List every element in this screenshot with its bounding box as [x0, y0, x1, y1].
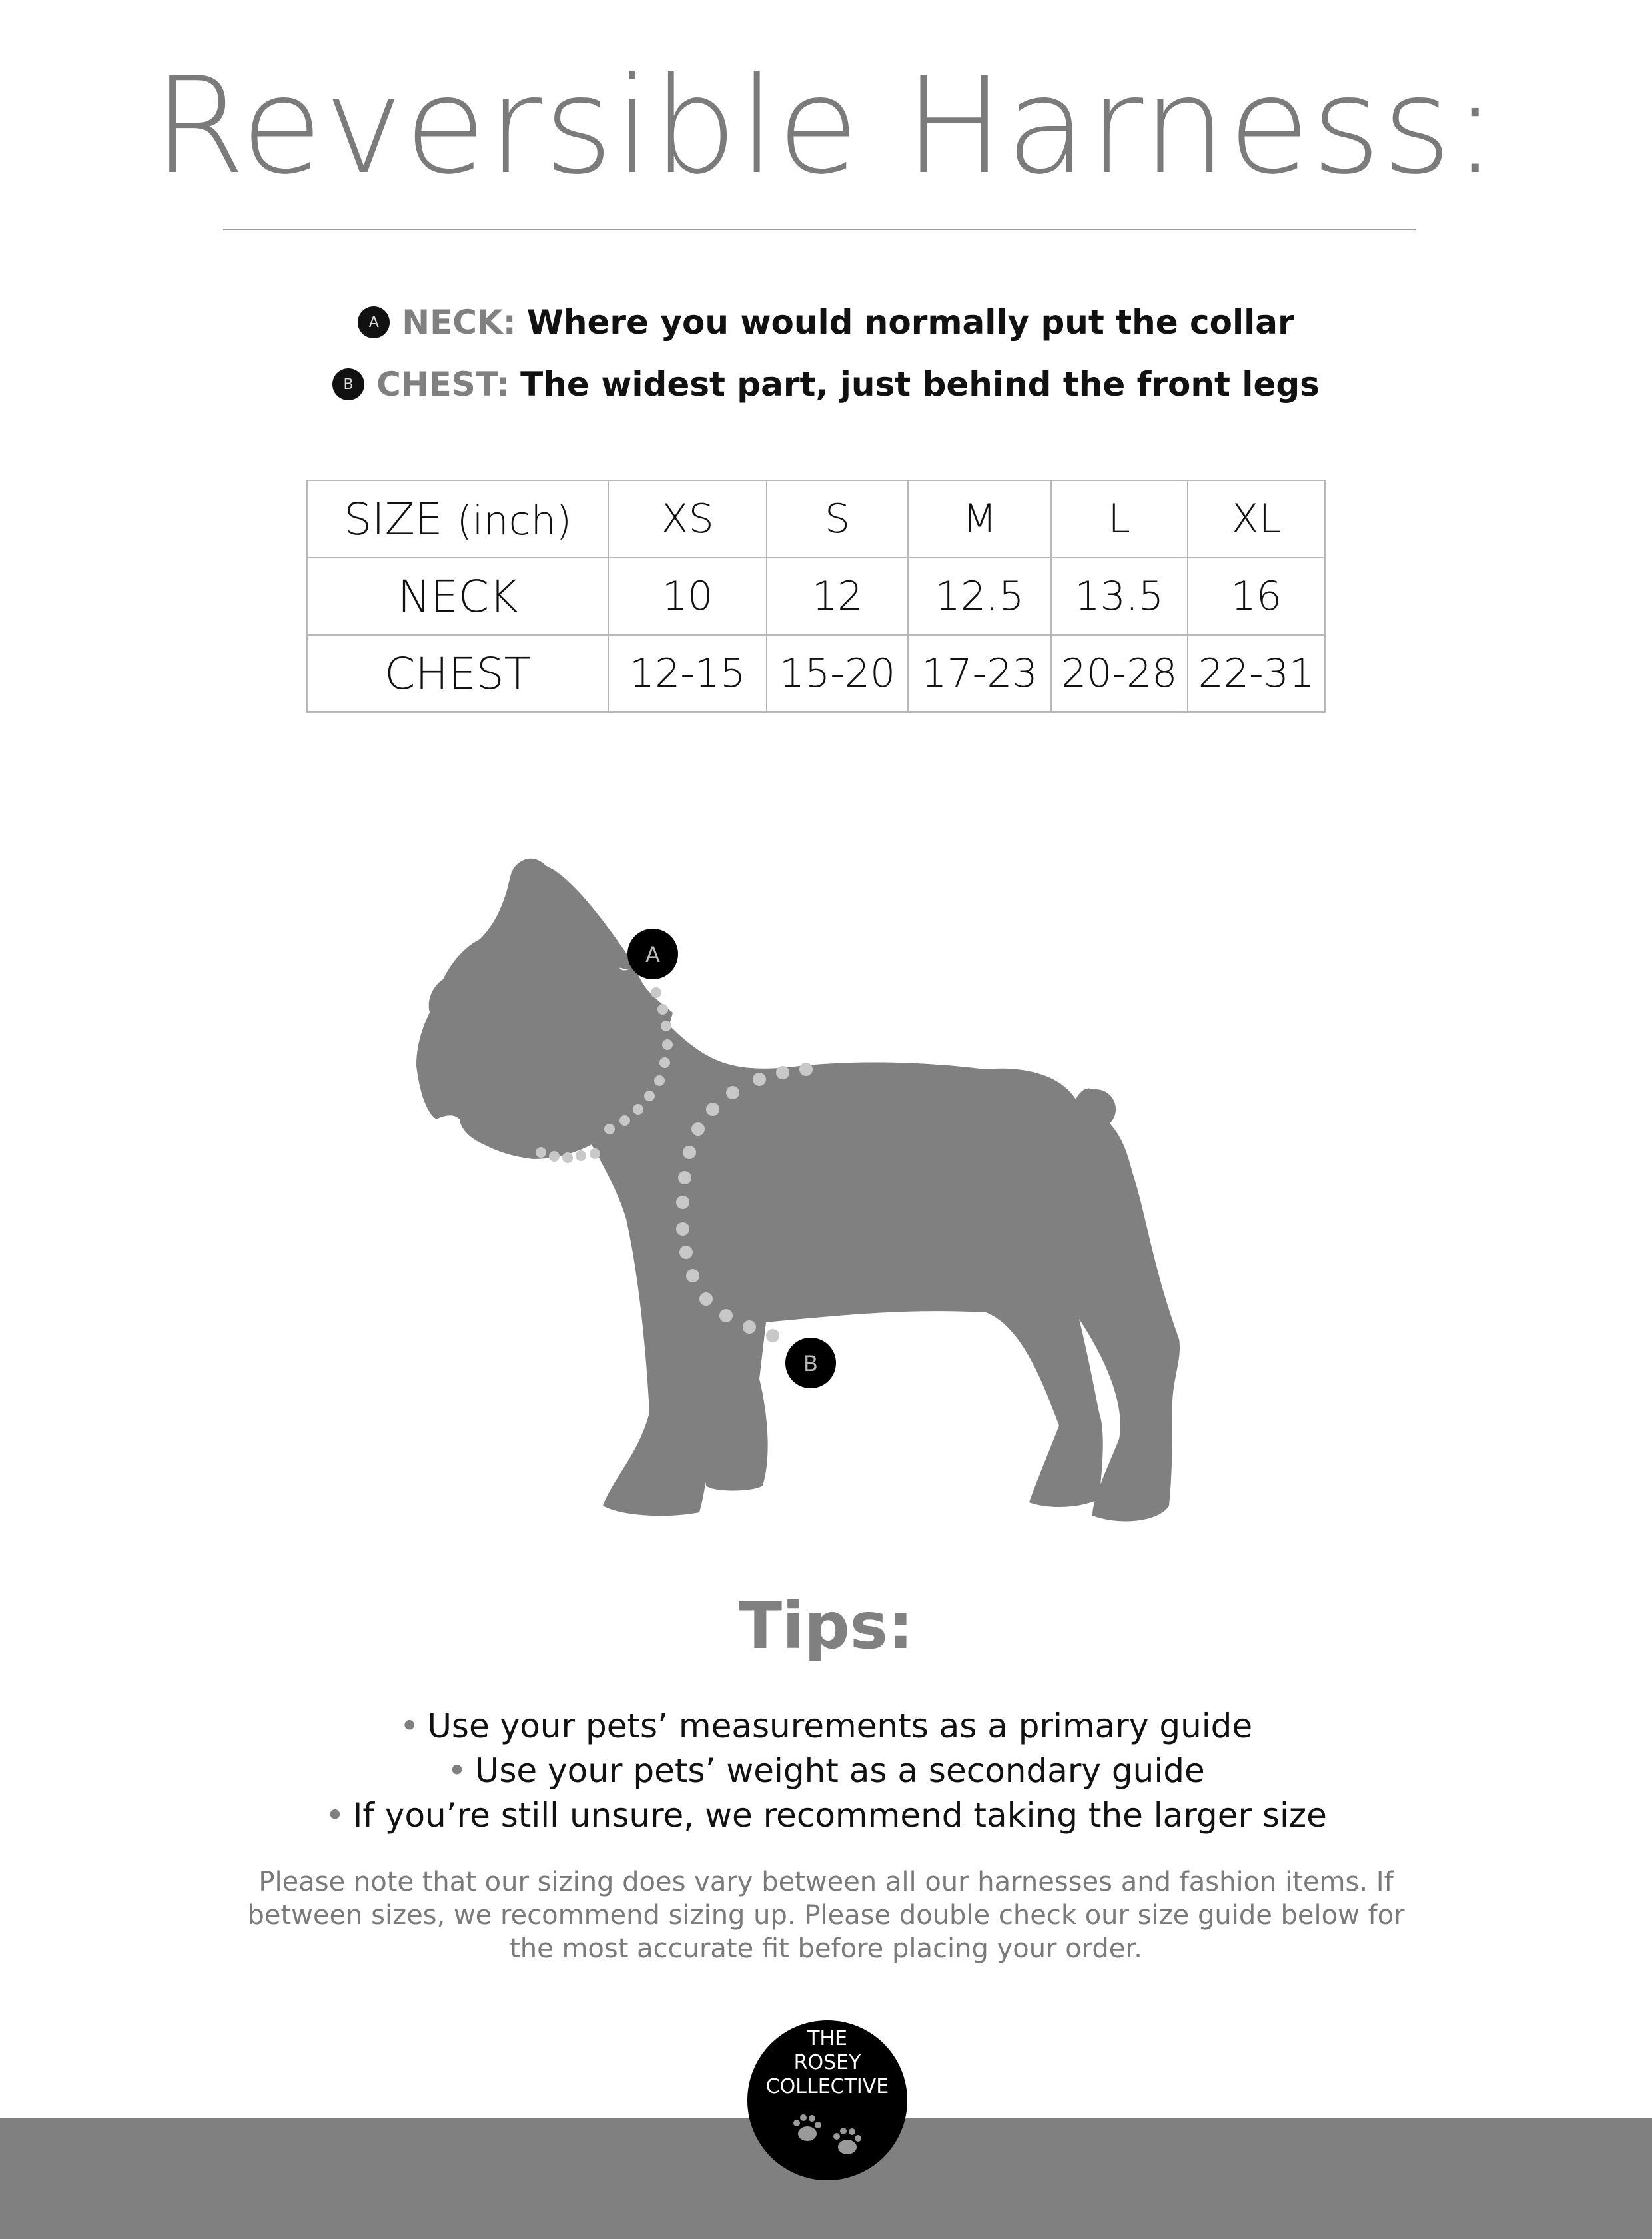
dog-tail — [1076, 1089, 1116, 1129]
neck-row-label: NECK — [307, 558, 608, 635]
neck-value-s: 12 — [767, 558, 908, 635]
neck-value-l: 13.5 — [1051, 558, 1188, 635]
marker-a-icon: A — [358, 306, 390, 338]
paw-prints-icon — [747, 2100, 907, 2167]
tip-text: Use your pets’ measurements as a primary guide — [427, 1707, 1253, 1745]
bullet-icon: • — [325, 1796, 345, 1835]
size-header-label: SIZE — [344, 493, 443, 545]
chest-description: The widest part, just behind the front legs — [520, 365, 1320, 404]
neck-label: NECK: — [402, 303, 516, 342]
marker-b-icon: B — [332, 368, 364, 400]
neck-value-xs: 10 — [608, 558, 767, 635]
neck-description: Where you would normally put the collar — [526, 303, 1294, 342]
neck-marker-label: A — [645, 942, 660, 967]
tip-item — [0, 1707, 1652, 1745]
tip-item — [0, 1796, 1652, 1835]
tip-text: Use your pets’ weight as a secondary guide — [474, 1751, 1205, 1790]
size-l: L — [1051, 480, 1188, 558]
bullet-icon: • — [447, 1751, 467, 1790]
logo-line-3: COLLECTIVE — [765, 2075, 889, 2098]
brand-logo — [747, 2020, 907, 2180]
sizing-note: Please note that our sizing does vary between all our harnesses and fashion items. If between sizes, we recommend sizing up. Please double check our size guide below for the most accurate fit before placing your order. — [247, 1867, 1405, 1964]
chest-value-s: 15-20 — [767, 635, 908, 712]
chest-marker-label: B — [803, 1351, 818, 1376]
size-header-unit: (inch) — [456, 497, 572, 544]
page-title: Reversible Harness: — [153, 49, 1499, 204]
size-xs: XS — [608, 480, 767, 558]
size-m: M — [908, 480, 1051, 558]
chest-value-l: 20-28 — [1051, 635, 1188, 712]
neck-value-xl: 16 — [1188, 558, 1325, 635]
size-s: S — [767, 480, 908, 558]
bullet-icon: • — [399, 1707, 420, 1745]
chest-label: CHEST: — [376, 365, 510, 404]
tip-text: If you’re still unsure, we recommend taking the larger size — [352, 1796, 1327, 1835]
neck-value-m: 12.5 — [908, 558, 1051, 635]
chest-row-label: CHEST — [307, 635, 608, 712]
logo-line-2: ROSEY — [793, 2051, 861, 2074]
tip-item — [0, 1751, 1652, 1790]
chest-value-m: 17-23 — [908, 635, 1051, 712]
logo-line-1: THE — [807, 2027, 847, 2050]
size-xl: XL — [1188, 480, 1325, 558]
chest-value-xl: 22-31 — [1188, 635, 1325, 712]
chest-value-xs: 12-15 — [608, 635, 767, 712]
tips-title: Tips: — [738, 1589, 914, 1663]
